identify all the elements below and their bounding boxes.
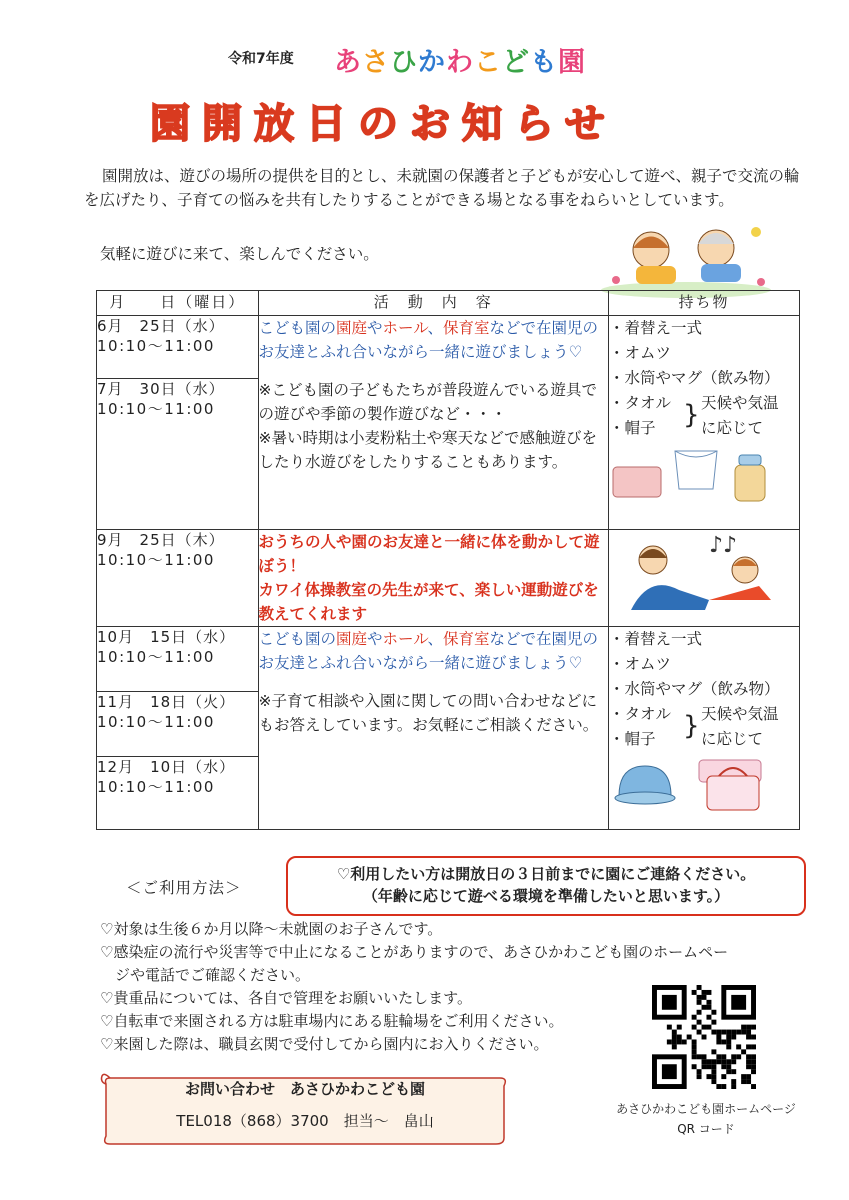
school-name-char: こ (474, 47, 502, 78)
activity-cell (258, 530, 608, 627)
items-illustration (609, 752, 779, 816)
date-day: 7月 30日（水） (97, 380, 225, 398)
date-cell (97, 692, 259, 757)
date-time: 10:10〜11:00 (97, 551, 215, 569)
date-day: 11月 18日（火） (97, 693, 236, 711)
weather-note-2: に応じて (700, 419, 763, 437)
items-cell (608, 316, 799, 530)
date-cell (97, 757, 259, 830)
date-time: 10:10〜11:00 (97, 400, 215, 418)
item-change-clothes: ・着替え一式 (608, 319, 702, 337)
usage-note: ジや電話でご確認ください。 (100, 966, 311, 984)
date-day: 6月 25日（水） (97, 317, 225, 335)
header-activity: 活 動 内 容 (258, 291, 608, 316)
svg-text:♪♪: ♪♪ (708, 533, 738, 558)
qr-caption-label: QR コード (677, 1122, 735, 1136)
activity-note: ※暑い時期は小麦粉粘土や寒天などで感触遊びをしたり水遊びをしたりすることもあります。 (258, 429, 597, 471)
header-date: 月 日（曜日） (97, 291, 259, 316)
activity-note: ※子育て相談や入園に関しての問い合わせなどにもお答えしています。お気軽にご相談ください。 (258, 692, 599, 734)
activity-text: や (367, 319, 383, 337)
activity-cell (258, 316, 608, 530)
date-time: 10:10〜11:00 (97, 337, 215, 355)
date-cell (97, 316, 259, 379)
usage-note: ♡感染症の流行や災害等で中止になることがありますので、あさひかわこども園のホームペー (100, 943, 729, 961)
table-row (97, 530, 800, 627)
contact-box (100, 1072, 510, 1146)
table-header-row (97, 291, 800, 316)
weather-note-2: に応じて (700, 730, 763, 748)
item-diaper: ・オムツ (608, 655, 671, 673)
item-towel: ・タオル (608, 705, 671, 723)
item-hat: ・帽子 (608, 419, 656, 437)
items-cell (608, 627, 799, 830)
activity-note: ※こども園の子どもたちが普段遊んでいる遊具での遊びや季節の製作遊びなど・・・ (258, 381, 597, 423)
intro-invite: 気軽に遊びに来て、楽しんでください。 (100, 245, 379, 263)
fiscal-year: 令和7年度 (228, 51, 294, 67)
activity-text: や (367, 630, 383, 648)
date-cell (97, 627, 259, 692)
activity-text: などで在園児のお友達とふれ合いながら一緒に遊びましょう♡ (258, 319, 599, 361)
school-name-char: あ (334, 47, 362, 78)
header-items: 持ち物 (608, 291, 799, 316)
activity-highlight: 園庭 (336, 630, 368, 648)
activity-highlight: ホール (382, 630, 428, 648)
item-change-clothes: ・着替え一式 (608, 630, 702, 648)
item-bottle: ・水筒やマグ（飲み物） (608, 680, 780, 698)
date-time: 10:10〜11:00 (97, 778, 215, 796)
qr-code (652, 985, 756, 1089)
page-title: 園開放日のお知らせ (150, 101, 617, 147)
weather-note-1: 天候や気温 (700, 705, 779, 723)
usage-note: ♡貴重品については、各自で管理をお願いいたします。 (100, 989, 472, 1007)
school-name-char: も (530, 47, 558, 78)
activity-text: こども園の (258, 319, 337, 337)
exercise-illustration (609, 530, 799, 614)
children-illustration (596, 220, 776, 300)
school-name-logo (334, 40, 586, 79)
qr-caption: あさひかわこども園ホームページ (616, 1102, 796, 1116)
item-hat: ・帽子 (608, 730, 656, 748)
date-time: 10:10〜11:00 (97, 648, 215, 666)
activity-highlight: ホール (382, 319, 428, 337)
usage-notice-line: （年齢に応じて遊べる環境を準備したいと思います。） (362, 887, 730, 905)
usage-note: ♡対象は生後６か月以降〜未就園のお子さんです。 (100, 920, 443, 938)
activity-highlight: 保育室 (443, 630, 490, 648)
activity-cell (258, 627, 608, 830)
date-cell (97, 379, 259, 530)
usage-heading: ＜ご利用方法＞ (126, 879, 242, 897)
contact-phone: TEL018（868）3700 担当〜 畠山 (176, 1112, 434, 1130)
usage-notice-box (286, 856, 806, 916)
usage-note: ♡来園した際は、職員玄関で受付してから園内にお入りください。 (100, 1035, 549, 1053)
date-cell (97, 530, 259, 627)
contact-title: お問い合わせ あさひかわこども園 (184, 1080, 425, 1098)
activity-text: 、 (427, 630, 444, 648)
intro-paragraph: 園開放は、遊びの場所の提供を目的とし、未就園の保護者と子どもが安心して遊べ、親子で交流の輪を広げたり、子育ての悩みを共有したりすることができる場となる事をねらいとしています。 (84, 167, 800, 209)
item-diaper: ・オムツ (608, 344, 671, 362)
date-day: 12月 10日（水） (97, 758, 236, 776)
activity-highlight: 園庭 (336, 319, 368, 337)
activity-highlight: 保育室 (443, 319, 490, 337)
table-row (97, 627, 800, 692)
weather-note-1: 天候や気温 (700, 394, 779, 412)
brace: } (682, 400, 700, 430)
activity-text: こども園の (258, 630, 337, 648)
item-towel: ・タオル (608, 394, 671, 412)
schedule-table (96, 290, 800, 830)
usage-note: ♡自転車で来園される方は駐車場内にある駐輪場をご利用ください。 (100, 1012, 564, 1030)
school-name-char: か (418, 47, 446, 78)
school-name-char: さ (362, 47, 390, 78)
school-name-char: 園 (558, 47, 586, 78)
usage-notice-line: ♡利用したい方は開放日の３日前までに園にご連絡ください。 (336, 865, 756, 883)
item-bottle: ・水筒やマグ（飲み物） (608, 369, 780, 387)
school-name-char: ど (502, 47, 530, 78)
activity-text: カワイ体操教室の先生が来て、楽しい運動遊びを教えてくれます (258, 581, 599, 623)
exercise-illustration-cell (608, 530, 799, 627)
date-day: 9月 25日（木） (97, 531, 225, 549)
activity-text: おうちの人や園のお友達と一緒に体を動かして遊ぼう！ (258, 533, 600, 575)
date-time: 10:10〜11:00 (97, 713, 215, 731)
brace: } (682, 711, 700, 741)
school-name-char: わ (446, 47, 474, 78)
activity-text: 、 (427, 319, 444, 337)
table-row (97, 316, 800, 379)
date-day: 10月 15日（水） (97, 628, 236, 646)
items-illustration (609, 441, 779, 509)
activity-text: などで在園児のお友達とふれ合いながら一緒に遊びましょう♡ (258, 630, 599, 672)
school-name-char: ひ (390, 47, 418, 78)
